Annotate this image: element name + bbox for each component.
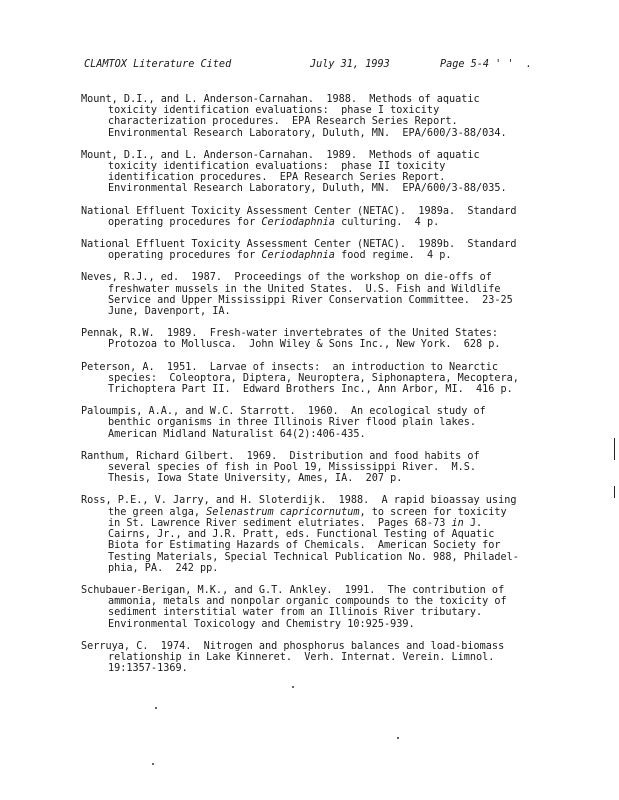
reference-entry: Peterson, A. 1951. Larvae of insects: an introduction to Nearctic species: Coleoptora, Diptera, Neuroptera, Siphonaptera, Mecoptera, Trichoptera Part II. Edward Brothers Inc., Ann Arbor, MI. 416 p. [81, 361, 519, 396]
reference-entry: Paloumpis, A.A., and W.C. Starrott. 1960. An ecological study of benthic organisms in three Illinois River flood plain lakes. American Midland Naturalist 64(2):406-435. [81, 406, 486, 440]
reference-entry: Pennak, R.W. 1989. Fresh-water invertebrates of the United States: Protozoa to Mollusca. John Wiley & Sons Inc., New York. 628 p. [81, 328, 501, 351]
header-title: CLAMTOX Literature Cited [84, 59, 232, 70]
scan-edge-mark [614, 486, 615, 498]
header-date: July 31, 1993 [310, 59, 390, 70]
scan-speck [155, 707, 157, 709]
references-list [81, 94, 601, 674]
reference-entry: Neves, R.J., ed. 1987. Proceedings of the workshop on die-offs of freshwater mussels in the United States. U.S. Fish and Wildlife Service and Upper Mississippi River Conservation Committee. 23-25 June, Davenport, IA. [81, 272, 513, 318]
scan-speck [152, 763, 154, 765]
reference-entry: Ranthum, Richard Gilbert. 1969. Distribution and food habits of several species of fish in Pool 19, Mississippi River. M.S. Thesis, Iowa State University, Ames, IA. 207 p. [81, 450, 480, 485]
reference-entry: Serruya, C. 1974. Nitrogen and phosphorus balances and load-biomass relationship in Lake Kinneret. Verh. Internat. Verein. Limnol. 19:1357-1369. [81, 640, 505, 675]
running-header [84, 59, 554, 73]
scan-speck [292, 686, 294, 688]
reference-entry: National Effluent Toxicity Assessment Center (NETAC). 1989b. Standard operating procedures for Ceriodaphnia food regime. 4 p. [81, 239, 517, 262]
header-page-number: Page 5-4 ' ' . [439, 59, 532, 70]
reference-entry: Schubauer-Berigan, M.K., and G.T. Ankley. 1991. The contribution of ammonia, metals and nonpolar organic compounds to the toxicity of sediment interstitial water from an Illinois River tributary. Environmental Toxicology and Chemistry 10:925-939. [81, 584, 507, 630]
reference-entry: Ross, P.E., V. Jarry, and H. Sloterdijk. 1988. A rapid bioassay using the green alga, Selenastrum capricornutum, to screen for toxicity in St. Lawrence River sediment elutriates. Pages 68-73 in J. Cairns, Jr., and J.R. Pratt, eds. Functional Testing of Aquatic Biota for Estimating Hazards of Chemicals. American Society for Testing Materials, Special Technical Publication No. 988, Philadel- phia, PA. 242 pp. [81, 495, 519, 574]
reference-entry: Mount, D.I., and L. Anderson-Carnahan. 1989. Methods of aquatic toxicity identification evaluations: phase II toxicity identification procedures. EPA Research Series Report. Environmental Research Laboratory, Duluth, MN. EPA/600/3-88/035. [81, 149, 507, 195]
reference-entry: National Effluent Toxicity Assessment Center (NETAC). 1989a. Standard operating procedures for Ceriodaphnia culturing. 4 p. [81, 205, 517, 228]
scan-speck [397, 737, 399, 739]
reference-entry: Mount, D.I., and L. Anderson-Carnahan. 1988. Methods of aquatic toxicity identification evaluations: phase I toxicity characterization procedures. EPA Research Series Report. Environmental Research Laboratory, Duluth, MN. EPA/600/3-88/034. [81, 94, 507, 139]
scan-edge-mark [614, 438, 615, 460]
